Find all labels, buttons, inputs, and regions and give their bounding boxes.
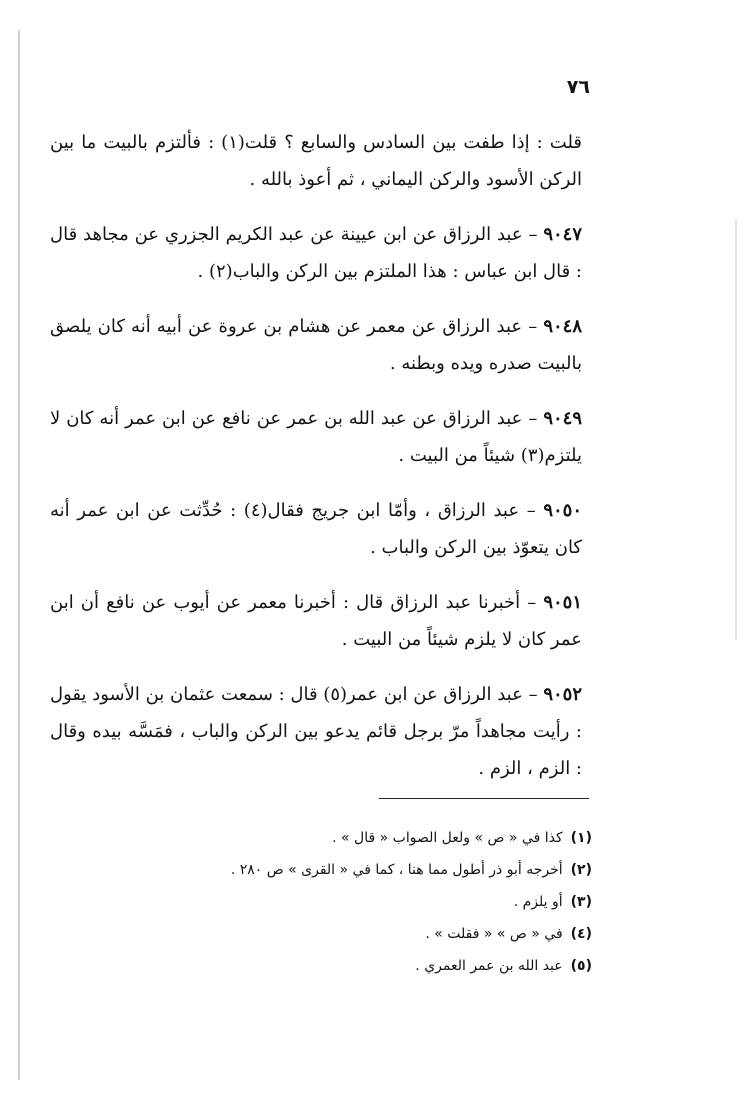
footnote-4 — [152, 918, 592, 950]
hadith-number: ٩٠٥٢ — [543, 684, 582, 705]
footnote-text: كذا في « ص » ولعل الصواب « قال » . — [332, 830, 563, 846]
body-text — [50, 124, 582, 805]
hadith-9048 — [50, 308, 582, 382]
hadith-9047 — [50, 216, 582, 290]
scan-edge-left — [18, 30, 20, 1080]
footnote-number: (٥) — [570, 958, 592, 974]
hadith-9051 — [50, 584, 582, 658]
footnote-number: (٢) — [570, 862, 592, 878]
hadith-number: ٩٠٥٠ — [543, 500, 582, 521]
hadith-number: ٩٠٤٧ — [543, 224, 582, 245]
hadith-9050 — [50, 492, 582, 566]
hadith-text: – عبد الرزاق ، وأمّا ابن جريج فقال(٤) : حُدِّثت عن ابن عمر أنه كان يتعوّذ بين الركن والباب . — [50, 500, 582, 558]
hadith-text: – عبد الرزاق عن ابن عمر(٥) قال : سمعت عثمان بن الأسود يقول : رأيت مجاهداً مرّ برجل قائم يدعو بين الركن والباب ، فمَسَّه بيده وقال : الزم ، الزم . — [50, 684, 582, 779]
footnote-number: (٤) — [570, 926, 592, 942]
page-number: ٧٦ — [566, 76, 590, 98]
hadith-9052 — [50, 676, 582, 787]
footnote-5 — [152, 950, 592, 982]
footnote-number: (١) — [570, 830, 592, 846]
footnote-text: عبد الله بن عمر العمري . — [415, 958, 563, 974]
footnote-2 — [152, 854, 592, 886]
footnote-text: أخرجه أبو ذر أطول مما هنا ، كما في « القرى » ص ٢٨٠ . — [230, 862, 563, 878]
hadith-text: – عبد الرزاق عن عبد الله بن عمر عن نافع عن ابن عمر أنه كان لا يلتزم(٣) شيئاً من البيت . — [50, 408, 582, 466]
hadith-number: ٩٠٤٩ — [543, 408, 582, 429]
footnote-number: (٣) — [570, 894, 592, 910]
footnote-text: أو يلزم . — [513, 894, 563, 910]
hadith-text: – عبد الرزاق عن معمر عن هشام بن عروة عن أبيه أنه كان يلصق بالبيت صدره ويده وبطنه . — [50, 316, 582, 374]
scan-edge-right — [735, 220, 737, 640]
footnote-1 — [152, 822, 592, 854]
footnote-divider — [379, 798, 589, 799]
footnote-text: في « ص » « فقلت » . — [425, 926, 563, 942]
hadith-number: ٩٠٥١ — [543, 592, 582, 613]
hadith-text: – عبد الرزاق عن ابن عيينة عن عبد الكريم الجزري عن مجاهد قال : قال ابن عباس : هذا الملتزم بين الركن والباب(٢) . — [50, 224, 582, 282]
paragraph-intro — [50, 124, 582, 198]
hadith-text: – أخبرنا عبد الرزاق قال : أخبرنا معمر عن أيوب عن نافع أن ابن عمر كان لا يلزم شيئاً من البيت . — [50, 592, 582, 650]
paragraph-text: قلت : إذا طفت بين السادس والسابع ؟ قلت(١) : فألتزم بالبيت ما بين الركن الأسود والركن اليماني ، ثم أعوذ بالله . — [50, 132, 583, 190]
footnotes — [152, 822, 592, 982]
footnote-3 — [152, 886, 592, 918]
hadith-9049 — [50, 400, 582, 474]
hadith-number: ٩٠٤٨ — [543, 316, 582, 337]
